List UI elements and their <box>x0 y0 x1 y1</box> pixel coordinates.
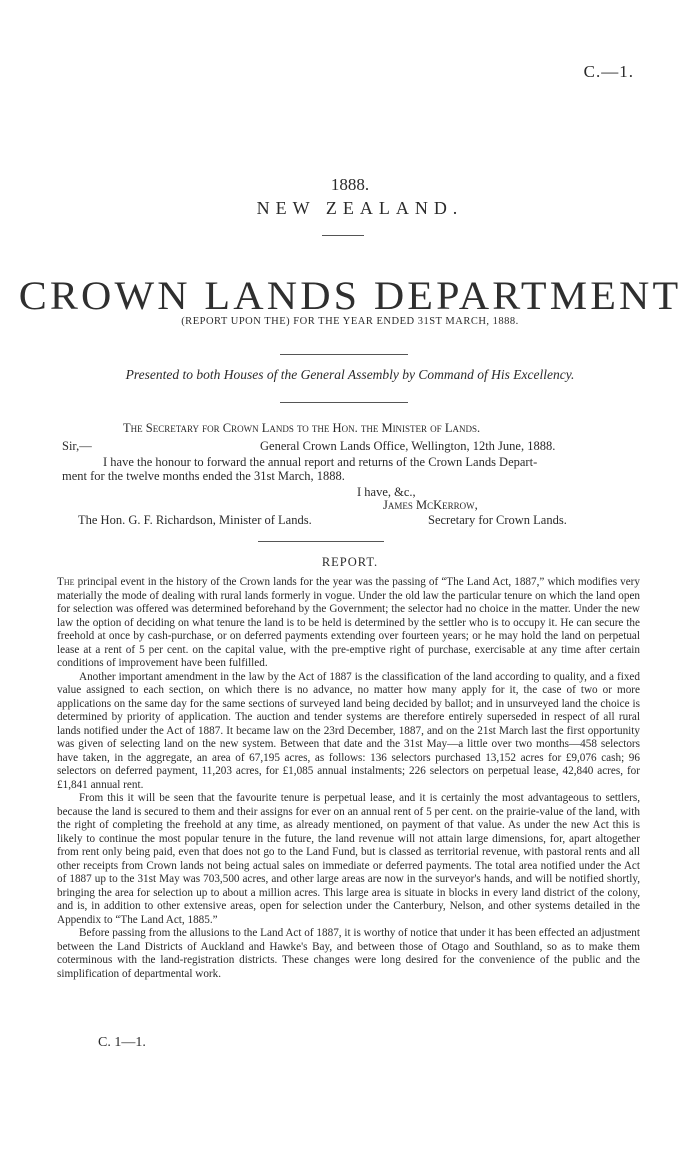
letter-salutation: Sir,— <box>62 439 92 453</box>
letter-from-to: The Secretary for Crown Lands to the Hon. the Minister of Lands. <box>123 421 481 435</box>
page-title: CROWN LANDS DEPARTMENT <box>18 273 682 318</box>
divider-title <box>280 354 408 355</box>
report-paragraph-1-text: principal event in the history of the Crown lands for the year was the passing of “The Land Act, 1887,” which modifies very materially the mode of dealing with rural lands formerly in vogue. Under the old law the particular tenure on which the land open for selection was offered was determined beforehand by the Government; the selector had no choice in the matter. Under the new law the option of deciding on what tenure the land is to be held is determined by the settler who is to occupy it. He can secure the freehold at once by cash-purchase, or on deferred payments extending over fourteen years; or he may hold the land on perpetual lease at a rent of 5 per cent. on the capital value, with the pre-emptive right of purchase, exercisable at any time after certain conditions of improvement have been fulfilled. <box>57 576 641 669</box>
presented-line: Presented to both Houses of the General Assembly by Command of His Excellency. <box>125 367 575 382</box>
letter-signer-name: James McKerrow, <box>383 498 478 512</box>
letter-closing: I have, &c., <box>357 485 416 499</box>
letter-signer-title: Secretary for Crown Lands. <box>428 513 567 527</box>
report-paragraph-1 <box>57 576 640 671</box>
footer-page-reference: C. 1—1. <box>98 1035 146 1050</box>
report-paragraph-2: Another important amendment in the law by the Act of 1887 is the classification of the land according to quality, and a fixed value assigned to each section, on which there is no advance, no matter how many apply for it, the case of two or more applications on the same day for the same sections of surveyed land being decided by ballot; and in unsurveyed land the choice is determined by priority of application. The auction and tender systems are therefore entirely superseded in respect of all rural lands notified under the Act of 1887. It became law on the 23rd December, 1887, and on the 21st March last the first opportunity was given of selecting land on the new system. Between that date and the 31st May—a little over two months—458 selectors have taken, in the aggregate, an area of 67,195 acres, as follows: 136 selectors purchased 13,152 acres for £9,076 cash; 96 selectors on deferred payment, 11,203 acres, for £1,085 annual instalments; 226 selectors on perpetual lease, 42,840 acres, for £1,841 annual rent. <box>57 670 640 791</box>
letter-addressee: The Hon. G. F. Richardson, Minister of Lands. <box>78 513 312 527</box>
letter-body-line-1: I have the honour to forward the annual report and returns of the Crown Lands Depart- <box>103 455 538 469</box>
divider-letter <box>258 541 384 542</box>
divider-short <box>322 235 364 236</box>
report-body <box>57 576 640 981</box>
document-reference: C.—1. <box>583 62 634 81</box>
report-paragraph-3: From this it will be seen that the favourite tenure is perpetual lease, and it is certainly the most advantageous to settlers, because the land is secured to them and their assigns for ever on an annual rent of 5 per cent. on the prairie-value of the land, with the right of completing the freehold at any time, as already mentioned, on payment of that value. As under the new Act this is likely to continue the most popular tenure in the future, the land revenue will not attain large dimensions, for, apart altogether from rent only being paid, even that does not go to the Land Fund, but is classed as territorial revenue, with pastoral rents and all other receipts from Crown lands not being actual sales on immediate or deferred payments. The total area notified under the Act of 1887 up to the 31st May was 703,500 acres, and other large areas are now in the surveyor's hands, and will be notified shortly, bringing the area for selection up to about a million acres. This large area is situate in blocks in every land district of the colony, and is, in addition to other extensive areas, open for selection under the Canterbury, Nelson, and other systems detailed in the Appendix to “The Land Act, 1885.” <box>57 792 640 926</box>
divider-presented <box>280 402 408 403</box>
report-paragraph-4: Before passing from the allusions to the Land Act of 1887, it is worthy of notice that under it has been effected an adjustment between the Land Districts of Auckland and Hawke's Bay, and between those of Otago and Southland, so as to make them coterminous with the land-registration districts. These changes were long desired for the convenience of the public and the simplification of departmental work. <box>57 927 640 980</box>
page-subtitle: (REPORT UPON THE) FOR THE YEAR ENDED 31ST MARCH, 1888. <box>181 316 519 327</box>
letter-body-line-2: ment for the twelve months ended the 31st March, 1888. <box>62 469 345 483</box>
report-first-word: The <box>57 576 75 588</box>
publication-year: 1888. <box>330 175 370 194</box>
country-heading: NEW ZEALAND. <box>256 198 464 218</box>
report-heading: REPORT. <box>321 555 379 569</box>
letter-office-date: General Crown Lands Office, Wellington, 12th June, 1888. <box>260 439 556 453</box>
